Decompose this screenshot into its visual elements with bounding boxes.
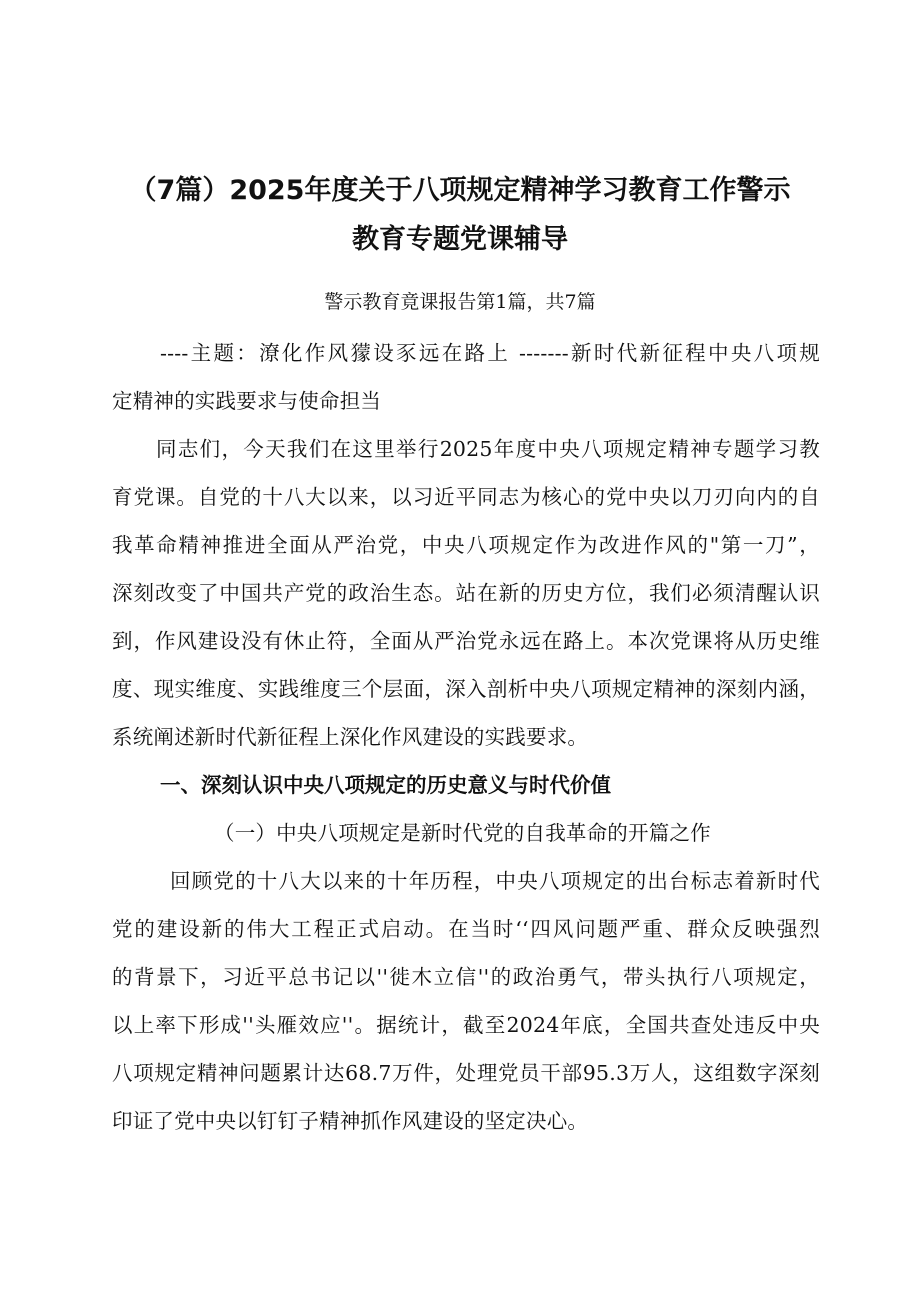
intro-line-5: 到，作风建设没有休止符，全面从严治党永远在路上。本次党课将从历史维 [112,629,820,653]
body-line-6: 印证了党中央以钉钉子精神抓作风建设的坚定决心。 [112,1109,589,1133]
document-title-line-1: （7篇）2025年度关于八项规定精神学习教育工作警示 [129,175,791,206]
subsection-1-heading: （一）中央八项规定是新时代党的自我革命的开篇之作 [214,821,711,845]
intro-line-2: 育党课。自党的十八大以来，以习近平同志为核心的党中央以刀刃向内的自 [112,485,820,509]
body-line-3: 的背景下，习近平总书记以''徙木立信''的政治勇气，带头执行八项规定， [112,965,820,989]
intro-line-3: 我革命精神推进全面从严治党，中央八项规定作为改进作风的"第一刀”， [112,533,820,557]
theme-line-1: ----主题：潦化作风獴设豕远在路上 -------新时代新征程中央八项规 [160,341,820,365]
body-line-2: 党的建设新的伟大工程正式启动。在当时‘‘四风问题严重、群众反映强烈 [112,917,820,941]
body-line-5: 八项规定精神问题累计达68.7万件，处理党员干部95.3万人，这组数字深刻 [112,1061,820,1085]
document-title-line-2: 教育专题党课辅导 [352,224,568,255]
section-1-heading: 一、深刻认识中央八项规定的历史意义与时代价值 [160,773,611,797]
document-subtitle: 警示教育竟课报告第1篇，共7篇 [324,291,596,313]
intro-line-7: 系统阐述新时代新征程上深化作风建设的实践要求。 [112,725,589,749]
intro-line-1: 同志们，今天我们在这里举行2025年度中央八项规定精神专题学习教 [156,437,820,461]
body-line-4: 以上率下形成''头雁效应''。据统计，截至2024年底，全国共查处违反中央 [112,1013,820,1037]
theme-line-2: 定精神的实践要求与使命担当 [112,389,382,413]
intro-line-4: 深刻改变了中国共产党的政治生态。站在新的历史方位，我们必须清醒认识 [112,581,820,605]
intro-line-6: 度、现实维度、实践维度三个层面，深入剖析中央八项规定精神的深刻内涵， [112,677,820,701]
body-line-1: 回顾党的十八大以来的十年历程，中央八项规定的出台标志着新时代 [170,869,820,893]
